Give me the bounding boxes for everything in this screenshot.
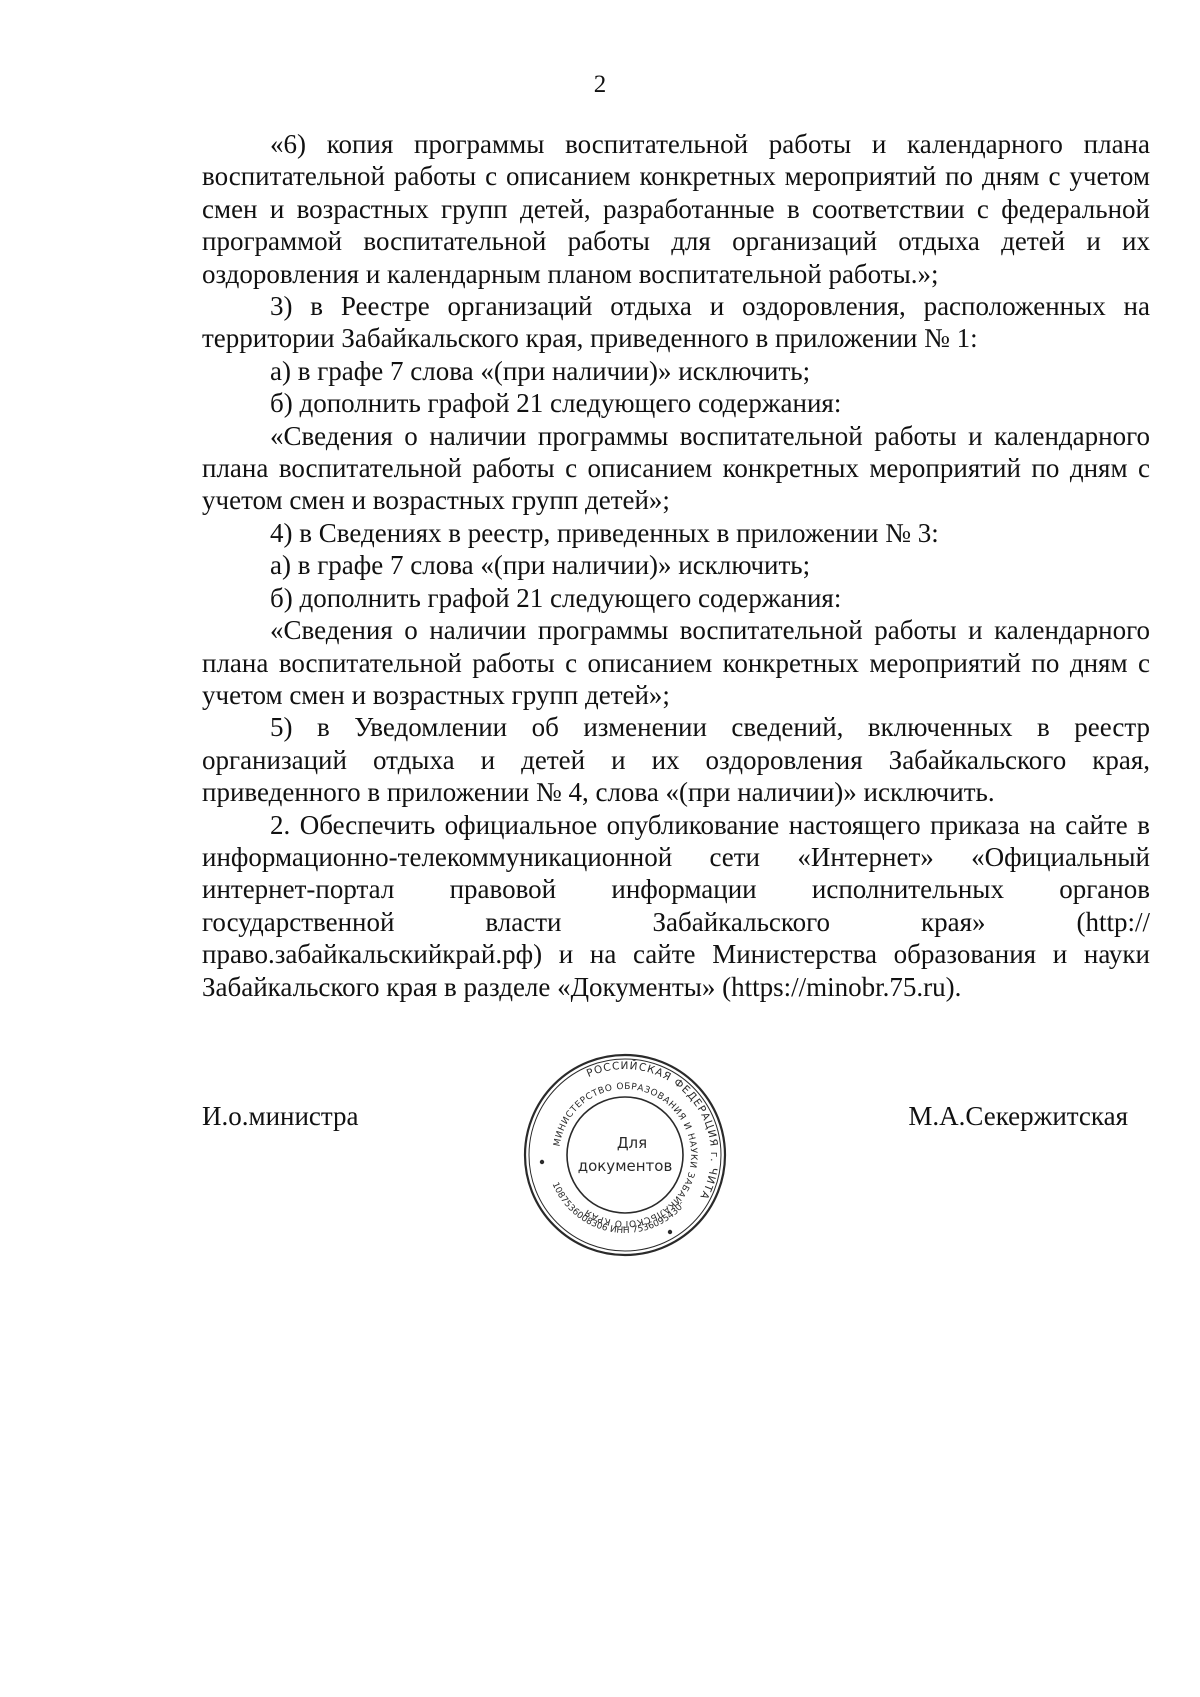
seal-center-line2: документов [577, 1157, 673, 1175]
seal-inner-text: МИНИСТЕРСТВО ОБРАЗОВАНИЯ И НАУКИ ЗАБАЙКАЛЬСКОГО КРАЯ [552, 1081, 699, 1229]
paragraph-item-3: 3) в Реестре организаций отдыха и оздоровления, расположенных на территории Забайкальского края, приведенного в приложении № 1: [202, 291, 1150, 354]
seal-registration-text: 1087536008306 ИНН 7536095430 [549, 1180, 685, 1237]
paragraph-point-2: 2. Обеспечить официальное опубликование настоящего приказа на сайте в информационно-телекоммуникационной сети «Интернет» «Официальный интернет-портал правовой информации исполнительных органов государственной власти Забайкальского края» (http://право.забайкальскийкрай.рф) и на сайте Министерства образования и науки Забайкальского края в разделе «Документы» (https://minobr.75.ru). [202, 809, 1150, 1002]
paragraph-subitem-a: а) в графе 7 слова «(при наличии)» исключить; [270, 550, 811, 581]
seal-outer-text: РОССИЙСКАЯ ФЕДЕРАЦИЯ г. ЧИТА [584, 1059, 721, 1202]
seal-center-line1: Для [616, 1134, 648, 1152]
document-body [202, 128, 1150, 1003]
paragraph-subitem-b: б) дополнить графой 21 следующего содержания: [270, 582, 842, 613]
paragraph-column-21-text: «Сведения о наличии программы воспитательной работы и календарного плана воспитательной работы с описанием конкретных мероприятий по дням с учетом смен и возрастных групп детей»; [202, 420, 1150, 516]
signatory-title: И.о.министра [202, 1101, 359, 1131]
paragraph-item-4: 4) в Сведениях в реестр, приведенных в приложении № 3: [270, 517, 939, 548]
official-seal-stamp [520, 1050, 730, 1260]
paragraph-item-5: 5) в Уведомлении об изменении сведений, включенных в реестр организаций отдыха и детей и их оздоровления Забайкальского края, приведенного в приложении № 4, слова «(при наличии)» исключить. [202, 712, 1150, 808]
paragraph-column-21-text: «Сведения о наличии программы воспитательной работы и календарного плана воспитательной работы с описанием конкретных мероприятий по дням с учетом смен и возрастных групп детей»; [202, 615, 1150, 710]
paragraph-subitem-b: б) дополнить графой 21 следующего содержания: [270, 388, 842, 419]
paragraph-subitem-a: а) в графе 7 слова «(при наличии)» исключить; [270, 355, 811, 386]
paragraph-item-6: «6) копия программы воспитательной работы и календарного плана воспитательной работы с описанием конкретных мероприятий по дням с учетом смен и возрастных групп детей, разработанные в соответствии с федеральной программой воспитательной работы для организаций отдыха детей и их оздоровления и календарным планом воспитательной работы.»; [202, 129, 1150, 289]
page-number: 2 [593, 71, 607, 98]
signatory-name: М.А.Секержитская [908, 1101, 1128, 1131]
